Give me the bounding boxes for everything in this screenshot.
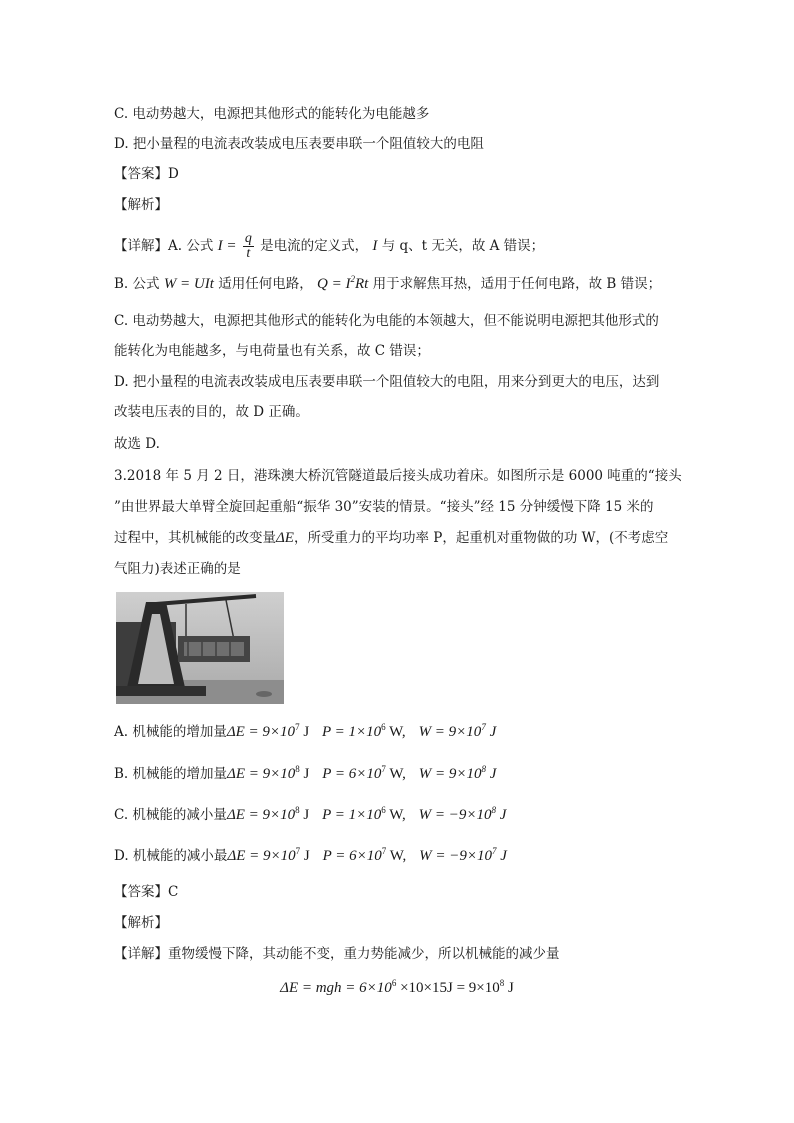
detail-line-d2: 改装电压表的目的，故 D 正确。 — [114, 404, 309, 420]
choose-d: 故选 D. — [114, 436, 160, 452]
detail-2-text: 【详解】重物缓慢下降，其动能不变，重力势能减少，所以机械能的减少量 — [114, 946, 560, 962]
detail-line-b — [114, 274, 661, 294]
detail-line-c2: 能转化为电能越多，与电荷量也有关系，故 C 错误； — [114, 343, 430, 359]
crane-ship-photo — [116, 592, 284, 704]
question-3-line-3: 过程中，其机械能的改变量ΔE，所受重力的平均功率 P，起重机对重物做的功 W，(不考虑空 — [114, 530, 669, 546]
option-d: D. 机械能的减小最$\Delta E = 9\times 10^7$ J $P = 6\times 10^7$ W, $W = -9\times 10^7$ J — [114, 846, 507, 864]
question-3-line-2: ”由世界最大单臂全旋回起重船“振华 30”安装的情景。“接头”经 15 分钟缓慢下降 15 米的 — [114, 499, 654, 515]
analysis-label: 【解析】 — [114, 197, 168, 213]
option-b-energy: $\Delta E = 9\times 10^8$ J — [227, 764, 310, 782]
detail-b-mid: 适用任何电路， — [218, 276, 313, 292]
fraction-q-over-t — [243, 232, 254, 261]
option-b: B. 机械能的增加量$\Delta E = 9\times 10^8$ J $P = 6\times 10^7$ W, $W = 9\times 10^8$ J — [114, 764, 497, 782]
detail-b-prefix: B. 公式 — [114, 276, 160, 292]
option-d-energy: $\Delta E = 9\times 10^7$ J — [227, 846, 310, 864]
option-c-text: C. 电动势越大，电源把其他形式的能转化为电能越多 — [114, 106, 430, 122]
final-equation: ΔE = mgh = $6\times 10^6 \times 10\times 15J = 9\times 10^8$ J — [280, 978, 514, 996]
analysis-2-label: 【解析】 — [114, 915, 168, 931]
current-formula-lhs: I = — [217, 238, 237, 254]
answer-2-label: 【答案】C — [114, 884, 179, 900]
detail-line-d1: D. 把小量程的电流表改装成电压表要串联一个阻值较大的电阻，用来分到更大的电压，达到 — [114, 374, 660, 390]
option-c-power: $P = 1\times 10^6$ W, — [322, 805, 406, 823]
symbol-i: I — [372, 238, 378, 254]
question-3-line-4: 气阻力)表述正确的是 — [114, 561, 241, 577]
crane-ship-illustration — [116, 592, 284, 704]
answer-label: 【答案】D — [114, 166, 179, 182]
detail-tail: 与 q、t 无关，故 A 错误； — [381, 238, 545, 254]
option-c-energy: $\Delta E = 9\times 10^8$ J — [226, 805, 310, 823]
detail-line-c1: C. 电动势越大，电源把其他形式的能转化为电能的本领越大，但不能说明电源把其他形式的 — [114, 313, 659, 329]
detail-b-tail: 用于求解焦耳热，适用于任何电路，故 B 错误； — [372, 276, 662, 292]
fraction-denominator: t — [246, 246, 251, 261]
joule-heat-formula: $Q = I^2Rt$ — [317, 274, 369, 292]
option-a-energy: $\Delta E = 9\times 10^7$ J — [226, 722, 310, 740]
option-c-work: $W = -9\times 10^8$ J — [418, 805, 507, 823]
fraction-numerator: q — [244, 231, 252, 246]
option-d-text: D. 把小量程的电流表改装成电压表要串联一个阻值较大的电阻 — [114, 136, 484, 152]
delta-e-symbol: ΔE — [276, 530, 294, 546]
option-c: C. 机械能的减小量$\Delta E = 9\times 10^8$ J $P = 1\times 10^6$ W, $W = -9\times 10^8$ J — [114, 805, 507, 823]
detail-line-a — [114, 232, 544, 261]
option-b-work: $W = 9\times 10^8$ J — [418, 764, 497, 782]
option-a: A. 机械能的增加量$\Delta E = 9\times 10^7$ J $P = 1\times 10^6$ W, $W = 9\times 10^7$ J — [114, 722, 497, 740]
detail-prefix: 【详解】A. 公式 — [114, 238, 214, 254]
detail-mid: 是电流的定义式， — [260, 238, 369, 254]
option-d-work: $W = -9\times 10^7$ J — [419, 846, 507, 864]
work-formula: W = UIt — [163, 276, 214, 292]
option-a-work: $W = 9\times 10^7$ J — [418, 722, 497, 740]
option-d-power: $P = 6\times 10^7$ W, — [322, 846, 407, 864]
question-3-line-1: 3.2018 年 5 月 2 日，港珠澳大桥沉管隧道最后接头成功着床。如图所示是 6000 吨重的“接头 — [114, 468, 682, 484]
option-a-power: $P = 1\times 10^6$ W, — [322, 722, 406, 740]
option-b-power: $P = 6\times 10^7$ W, — [322, 764, 406, 782]
